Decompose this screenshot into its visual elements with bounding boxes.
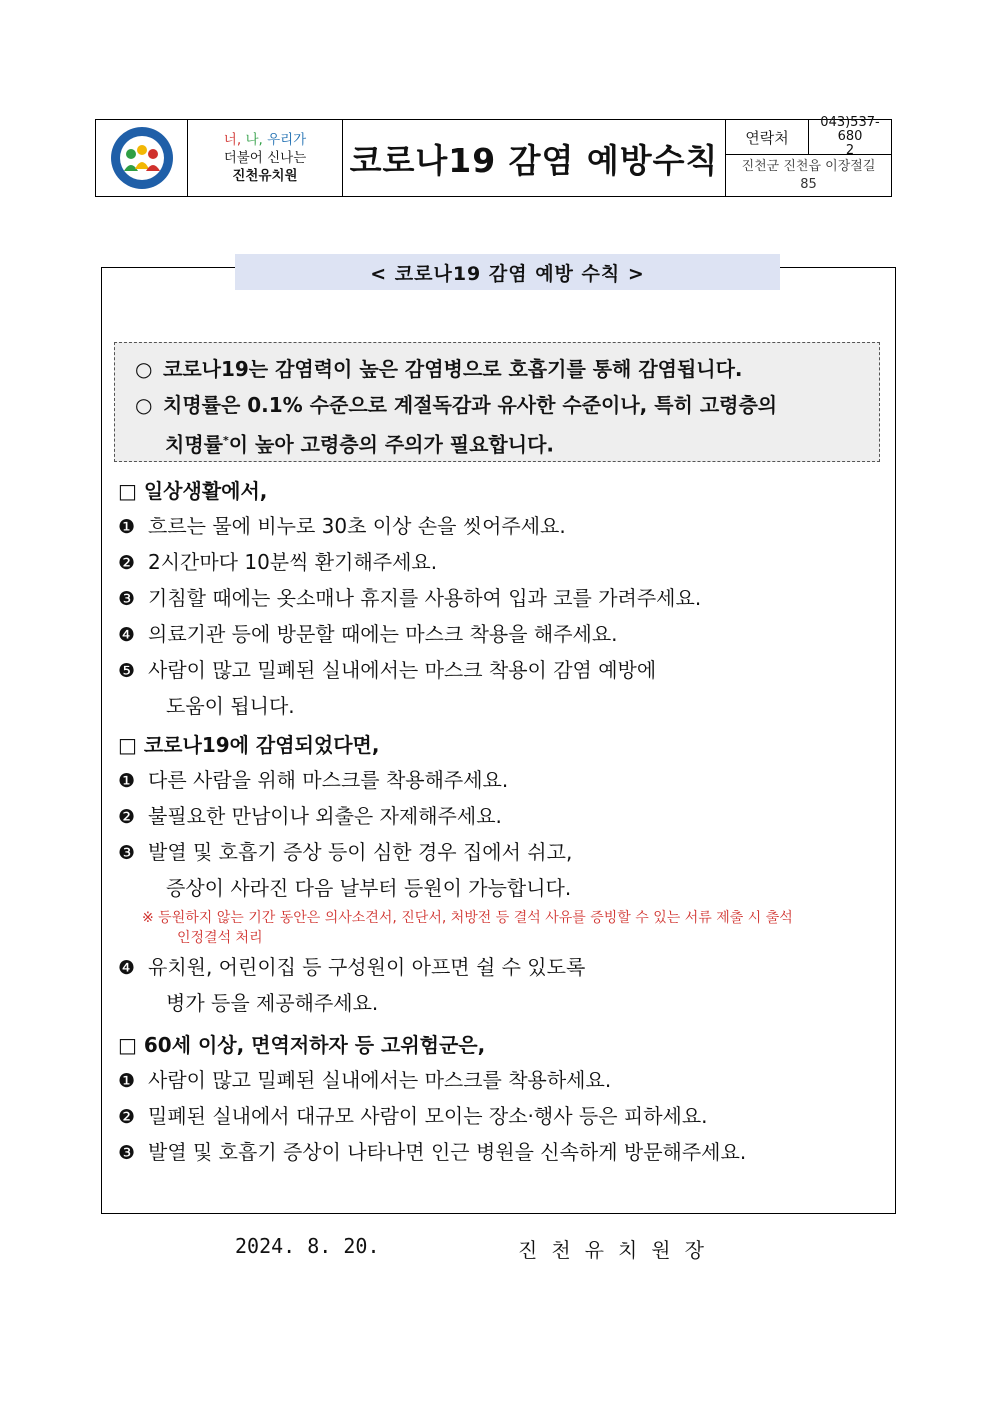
list-item: [118, 1135, 746, 1171]
number-4-icon: ❹: [118, 624, 136, 646]
list-item: [118, 509, 701, 545]
number-5-icon: ❺: [118, 660, 136, 682]
note-line-2: 인정결석 처리: [177, 930, 263, 946]
contact-label: 연락처: [726, 120, 809, 154]
notice-line-1: [135, 351, 869, 387]
notice-text-2: 치명률은 0.1% 수준으로 계절독감과 유사한 수준이나, 특히 고령층의: [163, 393, 778, 417]
section-heading: □ 코로나19에 감염되었다면,: [118, 733, 380, 757]
address-line-2: 85: [800, 176, 817, 192]
contact-phone-line-2: 2: [845, 143, 855, 158]
item-text: 다른 사람을 위해 마스크를 착용해주세요.: [148, 768, 509, 792]
number-3-icon: ❸: [118, 1142, 136, 1164]
item-text: 기침할 때에는 옷소매나 휴지를 사용하여 입과 코를 가려주세요.: [148, 586, 702, 610]
number-3-icon: ❸: [118, 842, 136, 864]
circle-bullet-icon: ○: [135, 393, 153, 417]
footnote-marker: *: [222, 434, 229, 447]
list-item: [118, 545, 701, 581]
header-table: [95, 115, 892, 197]
section-if-infected: [118, 728, 793, 1021]
item-text: 사람이 많고 밀폐된 실내에서는 마스크를 착용하세요.: [148, 1068, 612, 1092]
red-note: [118, 908, 793, 948]
kindergarten-logo-icon: [109, 125, 175, 191]
contact-cell: [726, 115, 891, 196]
slogan-word-3: 우리가: [267, 132, 307, 148]
list-item: [118, 799, 793, 835]
list-item: [118, 835, 793, 871]
slogan: [188, 120, 343, 196]
item-text: 사람이 많고 밀폐된 실내에서는 마스크 착용이 감염 예방에: [148, 658, 657, 682]
section-heading: □ 60세 이상, 면역저하자 등 고위험군은,: [118, 1033, 486, 1057]
number-2-icon: ❷: [118, 806, 136, 828]
document-title: 코로나19 감염 예방수칙: [343, 120, 726, 196]
section-daily-life: [118, 474, 701, 724]
circle-bullet-icon: ○: [135, 357, 153, 381]
notice-text-3a: 치명률: [165, 432, 223, 457]
item-continuation: 도움이 됩니다.: [166, 694, 295, 718]
number-2-icon: ❷: [118, 1106, 136, 1128]
number-4-icon: ❹: [118, 957, 136, 979]
item-text: 흐르는 물에 비누로 30초 이상 손을 씻어주세요.: [148, 514, 566, 538]
number-3-icon: ❸: [118, 588, 136, 610]
slogan-line-2: 더불어 신나는: [223, 150, 307, 166]
slogan-word-2: 나,: [245, 132, 263, 148]
section-high-risk: [118, 1028, 746, 1171]
number-1-icon: ❶: [118, 516, 136, 538]
list-item: [118, 653, 701, 689]
list-item: [118, 763, 793, 799]
box-title: < 코로나19 감염 예방 수칙 >: [235, 254, 780, 290]
notice-line-2: [135, 387, 869, 423]
item-continuation: 증상이 사라진 다음 날부터 등원이 가능합니다.: [166, 876, 572, 900]
slogan-line-3: 진천유치원: [232, 168, 298, 184]
list-item: [118, 617, 701, 653]
item-text: 발열 및 호흡기 증상이 나타나면 인근 병원을 신속하게 방문해주세요.: [148, 1140, 747, 1164]
logo-cell: [96, 120, 188, 196]
number-1-icon: ❶: [118, 770, 136, 792]
contact-phone-line-1: 043)537-680: [820, 115, 880, 144]
item-text: 유치원, 어린이집 등 구성원이 아프면 쉴 수 있도록: [148, 955, 586, 979]
footer-date: 2024. 8. 20.: [235, 1234, 380, 1258]
item-continuation: 병가 등을 제공해주세요.: [166, 991, 379, 1015]
note-line-1: ※ 등원하지 않는 기간 동안은 의사소견서, 진단서, 처방전 등 결석 사유를 증빙할 수 있는 서류 제출 시 출석: [142, 910, 793, 926]
item-text: 불필요한 만남이나 외출은 자제해주세요.: [148, 804, 502, 828]
number-2-icon: ❷: [118, 552, 136, 574]
list-item: [118, 1099, 746, 1135]
item-text: 2시간마다 10분씩 환기해주세요.: [148, 550, 438, 574]
number-1-icon: ❶: [118, 1070, 136, 1092]
notice-text-1: 코로나19는 감염력이 높은 감염병으로 호흡기를 통해 감염됩니다.: [163, 357, 743, 381]
slogan-word-1: 너,: [223, 132, 242, 148]
section-heading: □ 일상생활에서,: [118, 479, 268, 503]
item-text: 발열 및 호흡기 증상 등이 심한 경우 집에서 쉬고,: [148, 840, 573, 864]
footer-signature: 진천유치원장: [518, 1238, 718, 1262]
list-item: [118, 1063, 746, 1099]
address-line-1: 진천군 진천읍 이장절길: [741, 158, 876, 174]
list-item: [118, 581, 701, 617]
notice-box: [114, 342, 880, 462]
notice-line-3: [135, 423, 869, 463]
item-text: 의료기관 등에 방문할 때에는 마스크 착용을 해주세요.: [148, 622, 618, 646]
contact-address: [726, 155, 891, 196]
notice-text-3b: 이 높아 고령층의 주의가 필요합니다.: [228, 432, 554, 457]
list-item: [118, 950, 793, 986]
item-text: 밀폐된 실내에서 대규모 사람이 모이는 장소·행사 등은 피하세요.: [148, 1104, 708, 1128]
contact-phone: [809, 115, 891, 158]
